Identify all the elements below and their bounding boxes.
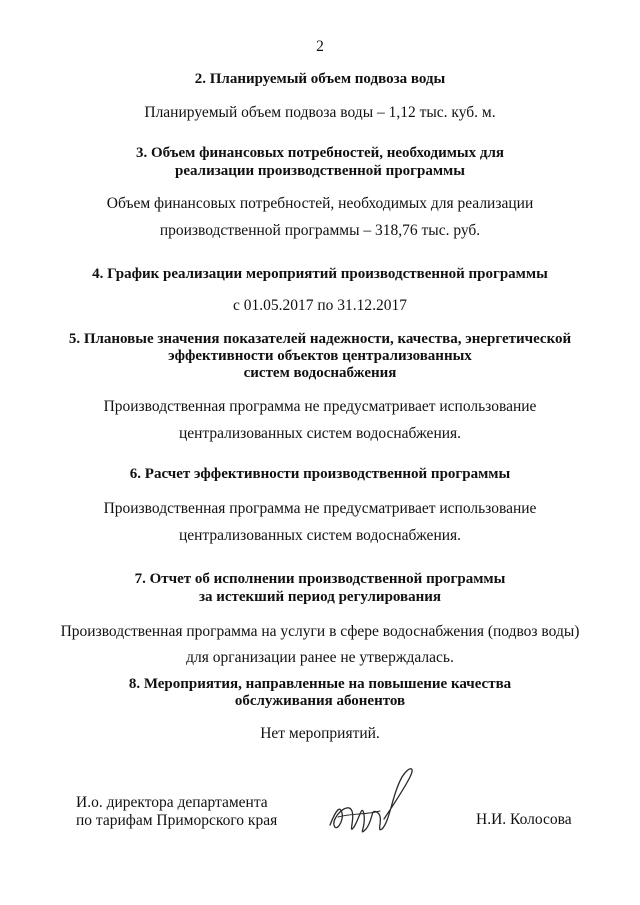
section-6-body-line-1: Производственная программа не предусматривает использование [103,500,537,517]
section-8-heading-line-2: обслуживания абонентов [234,693,406,709]
section-6-body-line-2: централизованных систем водоснабжения. [178,527,462,544]
signatory-name: Н.И. Колосова [476,811,572,828]
section-5-heading-line-3: систем водоснабжения [243,365,397,381]
section-4-heading: 4. График реализации мероприятий производственной программы [92,266,548,282]
section-3-heading-line-2: реализации производственной программы [175,163,465,179]
handwritten-signature [322,755,422,845]
section-7-body-line-2: для организации ранее не утверждалась. [186,649,454,666]
section-7-body-line-1: Производственная программа на услуги в сфере водоснабжения (подвоз воды) [60,623,580,640]
section-7-heading-line-2: за истекший период регулирования [198,589,442,605]
section-4-body: с 01.05.2017 по 31.12.2017 [232,297,408,314]
section-8-body: Нет мероприятий. [260,725,380,742]
section-2-heading: 2. Планируемый объем подвоза воды [194,71,446,87]
section-7-heading-line-1: 7. Отчет об исполнении производственной программы [134,571,506,587]
page-number: 2 [316,38,324,55]
section-2-body: Планируемый объем подвоза воды – 1,12 тыс. куб. м. [144,104,496,121]
section-3-body-line-1: Объем финансовых потребностей, необходимых для реализации [106,195,534,212]
section-6-heading: 6. Расчет эффективности производственной программы [129,466,511,482]
section-5-body-line-2: централизованных систем водоснабжения. [178,425,462,442]
signatory-position-line-1: И.о. директора департамента [76,794,268,811]
section-3-heading-line-1: 3. Объем финансовых потребностей, необходимых для [135,145,505,161]
section-5-body-line-1: Производственная программа не предусматривает использование [103,398,537,415]
section-3-body-line-2: производственной программы – 318,76 тыс. руб. [159,222,481,239]
section-5-heading-line-1: 5. Плановые значения показателей надежности, качества, энергетической [68,331,572,347]
signatory-position-line-2: по тарифам Приморского края [76,812,278,829]
section-5-heading-line-2: эффективности объектов централизованных [168,348,472,364]
section-8-heading-line-1: 8. Мероприятия, направленные на повышение качества [128,676,512,692]
